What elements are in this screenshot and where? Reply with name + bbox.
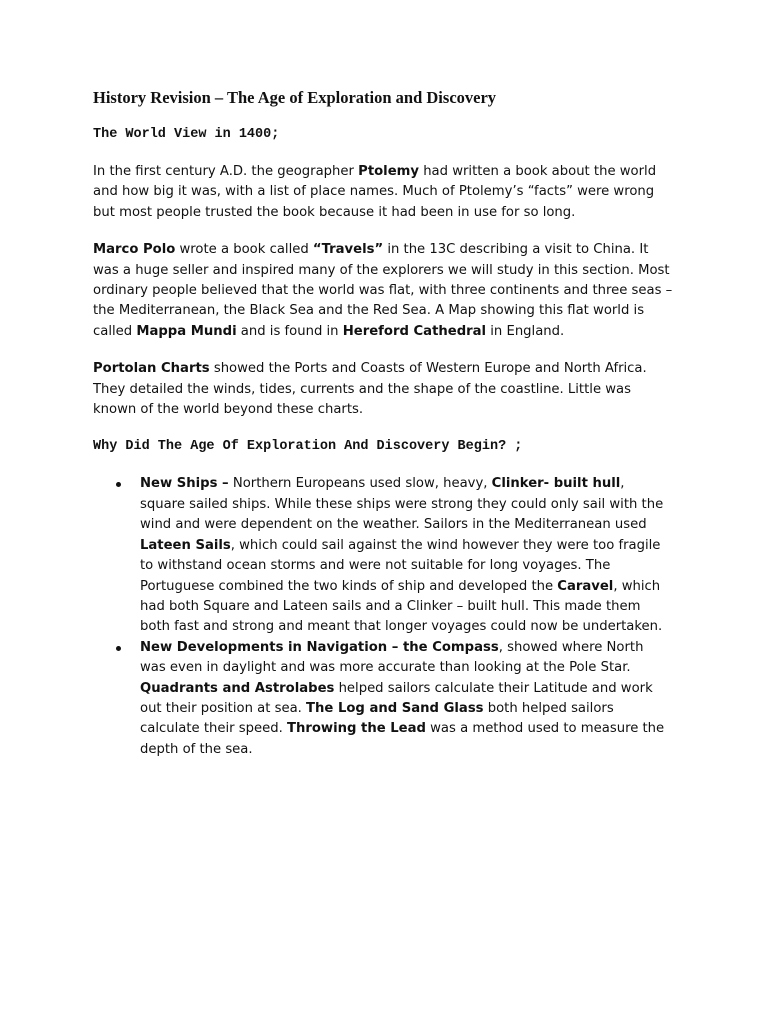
text-run: wrote a book called	[175, 242, 313, 258]
paragraph-ptolemy	[93, 162, 673, 223]
bold-term: “Travels”	[312, 242, 384, 258]
bullet-list	[93, 474, 673, 760]
text-run: and is found in	[236, 323, 343, 339]
text-run: Northern Europeans used slow, heavy,	[228, 476, 492, 492]
bold-term: Marco Polo	[93, 242, 176, 258]
text-run: in England.	[486, 323, 565, 339]
bullet-item-navigation	[93, 638, 673, 760]
bold-term: Caravel	[557, 578, 614, 594]
paragraph-portolan-charts	[93, 359, 673, 420]
document-page	[93, 88, 673, 760]
bullet-text	[140, 638, 673, 760]
text-run: In the first century A.D. the geographer	[93, 164, 359, 179]
text-run: had written a book about the world and how big it was, with a list of place names. Much of Ptolemy’s “facts” were wrong but most people trusted the book because it had been in use for so long.	[93, 164, 657, 220]
bullet-dot-icon	[116, 482, 121, 487]
bold-term: Mappa Mundi	[136, 323, 237, 339]
bold-term: New Developments in Navigation – the Compass	[140, 639, 499, 655]
bold-term: Clinker- built hull	[491, 476, 621, 492]
section-heading-why-exploration: Why Did The Age Of Exploration And Discovery Begin? ;	[93, 439, 523, 455]
section-heading-world-view: The World View in 1400;	[93, 127, 280, 142]
bold-term: Lateen Sails	[140, 537, 231, 553]
text-run: , showed where North was even in daylight and was more accurate than looking at the Pole Star.	[140, 639, 644, 676]
text-run: was a method used to measure the depth of the sea.	[140, 721, 665, 757]
text-run: both helped sailors calculate their speed.	[140, 700, 614, 737]
bold-term: Ptolemy	[358, 164, 419, 179]
bold-term: Portolan Charts	[93, 361, 210, 377]
text-run: , which could sail against the wind however they were too fragile to withstand ocean storms and were not suitable for long voyages. The Portuguese combined the two kinds of ship and developed the	[140, 537, 661, 594]
bullet-text	[140, 474, 673, 637]
bold-term: Quadrants and Astrolabes	[140, 680, 335, 696]
document-title: History Revision – The Age of Exploration and Discovery	[93, 88, 497, 107]
text-run: helped sailors calculate their Latitude and work out their position at sea.	[140, 680, 653, 716]
bold-term: New Ships –	[140, 476, 229, 492]
bold-term: Throwing the Lead	[286, 721, 426, 737]
paragraph-marco-polo	[93, 240, 673, 342]
bullet-dot-icon	[116, 646, 121, 651]
bold-term: Hereford Cathedral	[342, 323, 487, 339]
text-run: in the 13C describing a visit to China. It was a huge seller and inspired many of the explorers we will study in this section. Most ordinary people believed that the world was flat, with three continents and three seas – the Mediterranean, the Black Sea and the Red Sea. A Map showing this flat world is called	[93, 242, 673, 339]
text-run: , which had both Square and Lateen sails and a Clinker – built hull. This made them both fast and strong and meant that longer voyages could now be undertaken.	[140, 578, 663, 635]
text-run: , square sailed ships. While these ships were strong they could only sail with the wind and were dependent on the weather. Sailors in the Mediterranean used	[140, 476, 664, 533]
bold-term: The Log and Sand Glass	[306, 700, 484, 716]
text-run: showed the Ports and Coasts of Western Europe and North Africa. They detailed the winds, tides, currents and the shape of the coastline. Little was known of the world beyond these charts.	[93, 361, 647, 418]
bullet-item-new-ships	[93, 474, 673, 637]
